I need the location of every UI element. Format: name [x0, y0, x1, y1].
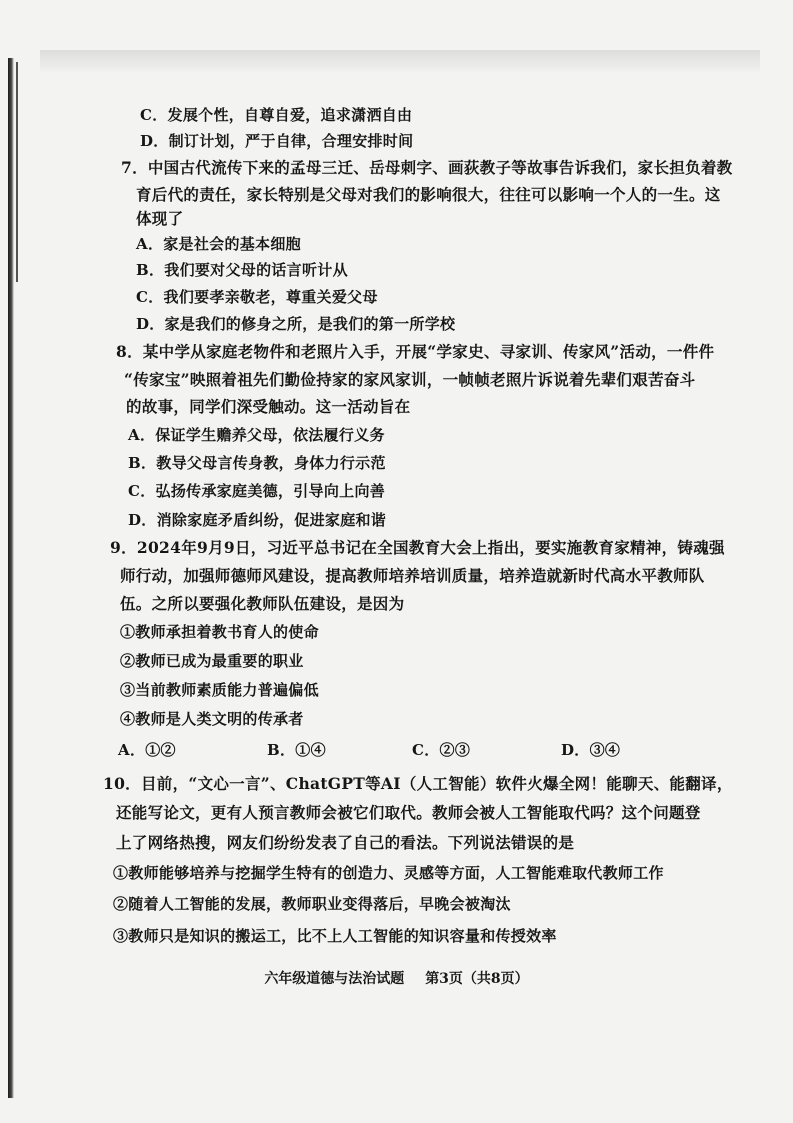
q10-stem-line-3: 上了网络热搜，网友们纷纷发表了自己的看法。下列说法错误的是 — [116, 833, 575, 852]
q8-stem-line-3: 的故事，同学们深受触动。这一活动旨在 — [126, 397, 411, 416]
q9-choice-a: A．①② — [118, 741, 176, 759]
q8-option-a: A．保证学生赡养父母，依法履行义务 — [128, 426, 385, 444]
q9-item-3: ③当前教师素质能力普遍偏低 — [120, 681, 319, 699]
q9-item-2: ②教师已成为最重要的职业 — [120, 652, 304, 670]
q10-stem-line-2: 还能写论文，更有人预言教师会被它们取代。教师会被人工智能取代吗？这个问题登 — [116, 803, 701, 822]
scan-edge — [8, 58, 14, 1098]
scan-edge-inner — [16, 62, 18, 282]
q10-item-1: ①教师能够培养与挖掘学生特有的创造力、灵感等方面，人工智能难取代教师工作 — [113, 864, 664, 882]
q9-item-1: ①教师承担着教书育人的使命 — [120, 623, 319, 641]
q7-stem-line-3: 体现了 — [136, 209, 184, 228]
q9-choice-c: C．②③ — [412, 741, 471, 759]
q8-option-d: D．消除家庭矛盾纠纷，促进家庭和谐 — [128, 511, 387, 529]
q9-stem-line-2: 师行动，加强师德师风建设，提高教师培养培训质量，培养造就新时代高水平教师队 — [120, 566, 705, 585]
q9-stem-line-1: 9．2024年9月9日，习近平总书记在全国教育大会上指出，要实施教育家精神，铸魂强 — [110, 538, 725, 557]
q7-option-d: D．家是我们的修身之所，是我们的第一所学校 — [136, 315, 456, 333]
q7-stem-line-2: 育后代的责任，家长特别是父母对我们的影响很大，往往可以影响一个人的一生。这 — [136, 185, 721, 204]
q7-option-b: B．我们要对父母的话言听计从 — [136, 261, 348, 279]
q10-item-2: ②随着人工智能的发展，教师职业变得落后，早晚会被淘汰 — [113, 895, 511, 913]
q6-option-d: D．制订计划，严于自律，合理安排时间 — [140, 132, 414, 150]
q10-stem-line-1: 10．目前，“文心一言”、ChatGPT等AI（人工智能）软件火爆全网！能聊天、能翻译， — [103, 774, 733, 793]
q10-item-3: ③教师只是知识的搬运工，比不上人工智能的知识容量和传授效率 — [113, 927, 557, 945]
page-footer — [0, 968, 793, 988]
footer-page-number: 第3页（共8页） — [425, 971, 529, 987]
q8-option-b: B．教导父母言传身教，身体力行示范 — [128, 454, 386, 472]
q8-stem-line-1: 8．某中学从家庭老物件和老照片入手，开展“学家史、寻家训、传家风”活动，一件件 — [116, 342, 715, 361]
q9-choice-b: B．①④ — [267, 741, 326, 759]
q7-option-c: C．我们要孝亲敬老，尊重关爱父母 — [136, 288, 378, 306]
q6-option-c: C．发展个性，自尊自爱，追求潇洒自由 — [140, 106, 413, 124]
q7-stem-line-1: 7．中国古代流传下来的孟母三迁、岳母刺字、画荻教子等故事告诉我们，家长担负着教 — [121, 158, 733, 177]
q8-stem-line-2: “传家宝”映照着祖先们勤俭持家的家风家训，一帧帧老照片诉说着先辈们艰苦奋斗 — [124, 370, 696, 389]
q7-option-a: A．家是社会的基本细胞 — [136, 235, 301, 253]
scan-shadow — [40, 50, 760, 74]
q8-option-c: C．弘扬传承家庭美德，引导向上向善 — [128, 482, 386, 500]
q9-item-4: ④教师是人类文明的传承者 — [120, 710, 304, 728]
q9-stem-line-3: 伍。之所以要强化教师队伍建设，是因为 — [120, 594, 405, 613]
footer-subject: 六年级道德与法治试题 — [264, 971, 405, 987]
q9-choice-d: D．③④ — [561, 741, 621, 759]
